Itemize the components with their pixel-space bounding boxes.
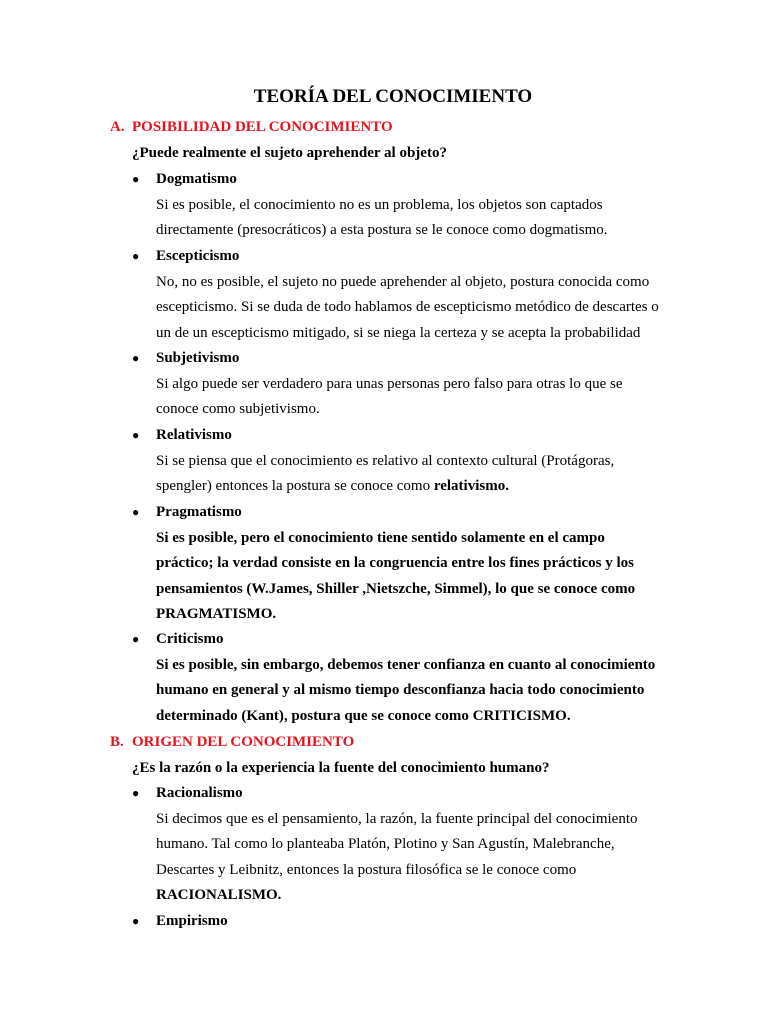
body-line: escepticismo. Si se duda de todo hablamos de escepticismo metódico de descartes o <box>156 299 659 316</box>
body-line: práctico; la verdad consiste en la congruencia entre los fines prácticos y los <box>156 555 634 572</box>
item-body <box>156 270 686 347</box>
section-title: POSIBILIDAD DEL CONOCIMIENTO <box>132 119 393 135</box>
body-line: Si se piensa que el conocimiento es relativo al contexto cultural (Protágoras, <box>156 452 615 469</box>
body-line: Si es posible, sin embargo, debemos tener confianza en cuanto al conocimiento <box>156 656 656 673</box>
bullet-icon: ● <box>132 505 140 519</box>
section-heading-b <box>110 734 354 751</box>
item-term: Dogmatismo <box>156 171 237 187</box>
item-term: Criticismo <box>156 631 224 647</box>
document-title: TEORÍA DEL CONOCIMIENTO <box>253 86 533 107</box>
item-term: Racionalismo <box>156 785 243 801</box>
section-letter: B. <box>110 734 124 750</box>
emphasis-term: relativismo. <box>433 478 509 495</box>
bullet-icon: ● <box>132 351 140 365</box>
bullet-icon: ● <box>132 786 140 800</box>
body-line: directamente (presocráticos) a esta postura se le conoce como dogmatismo. <box>156 222 608 239</box>
section-title: ORIGEN DEL CONOCIMIENTO <box>132 734 355 750</box>
body-line: conoce como subjetivismo. <box>156 401 320 418</box>
item-term: Subjetivismo <box>156 350 240 366</box>
section-heading-a <box>110 119 393 136</box>
bullet-icon: ● <box>132 172 140 186</box>
item-body <box>156 193 686 244</box>
item-term: Pragmatismo <box>156 504 242 520</box>
body-line: No, no es posible, el sujeto no puede aprehender al objeto, postura conocida como <box>156 273 650 290</box>
body-line: Si algo puede ser verdadero para unas personas pero falso para otras lo que se <box>156 375 623 392</box>
item-term: Escepticismo <box>156 248 240 264</box>
body-line: humano en general y al mismo tiempo desconfianza hacia todo conocimiento <box>156 682 645 699</box>
item-body <box>156 449 686 500</box>
item-term: Relativismo <box>156 427 232 443</box>
item-body <box>156 807 686 909</box>
body-line: humano. Tal como lo planteaba Platón, Plotino y San Agustín, Malebranche, <box>156 836 615 853</box>
bullet-icon: ● <box>132 249 140 263</box>
bullet-icon: ● <box>132 428 140 442</box>
emphasis-term: RACIONALISMO. <box>156 887 282 904</box>
bullet-icon: ● <box>132 914 140 928</box>
bullet-icon: ● <box>132 632 140 646</box>
body-line: pensamientos (W.James, Shiller ,Nietszche, Simmel), lo que se conoce como <box>156 580 636 597</box>
body-line: Descartes y Leibnitz, entonces la postura filosófica se le conoce como <box>156 861 577 878</box>
body-line: Si es posible, el conocimiento no es un problema, los objetos son captados <box>156 196 603 213</box>
body-line: determinado (Kant), postura que se conoce como CRITICISMO. <box>156 707 571 724</box>
item-body <box>156 653 686 730</box>
body-line-with-emphasis <box>156 474 686 500</box>
section-question: ¿Puede realmente el sujeto aprehender al objeto? <box>132 145 447 161</box>
section-letter: A. <box>110 119 125 135</box>
item-body <box>156 372 686 423</box>
section-question: ¿Es la razón o la experiencia la fuente del conocimiento humano? <box>132 760 550 776</box>
body-line: un de un escepticismo mitigado, si se niega la certeza y se acepta la probabilidad <box>156 324 641 341</box>
item-term: Empirismo <box>156 913 228 929</box>
body-text: spengler) entonces la postura se conoce como <box>156 478 434 495</box>
body-line: Si decimos que es el pensamiento, la razón, la fuente principal del conocimiento <box>156 810 638 827</box>
body-line: Si es posible, pero el conocimiento tiene sentido solamente en el campo <box>156 529 605 546</box>
body-line: PRAGMATISMO. <box>156 606 277 623</box>
item-body <box>156 526 686 628</box>
